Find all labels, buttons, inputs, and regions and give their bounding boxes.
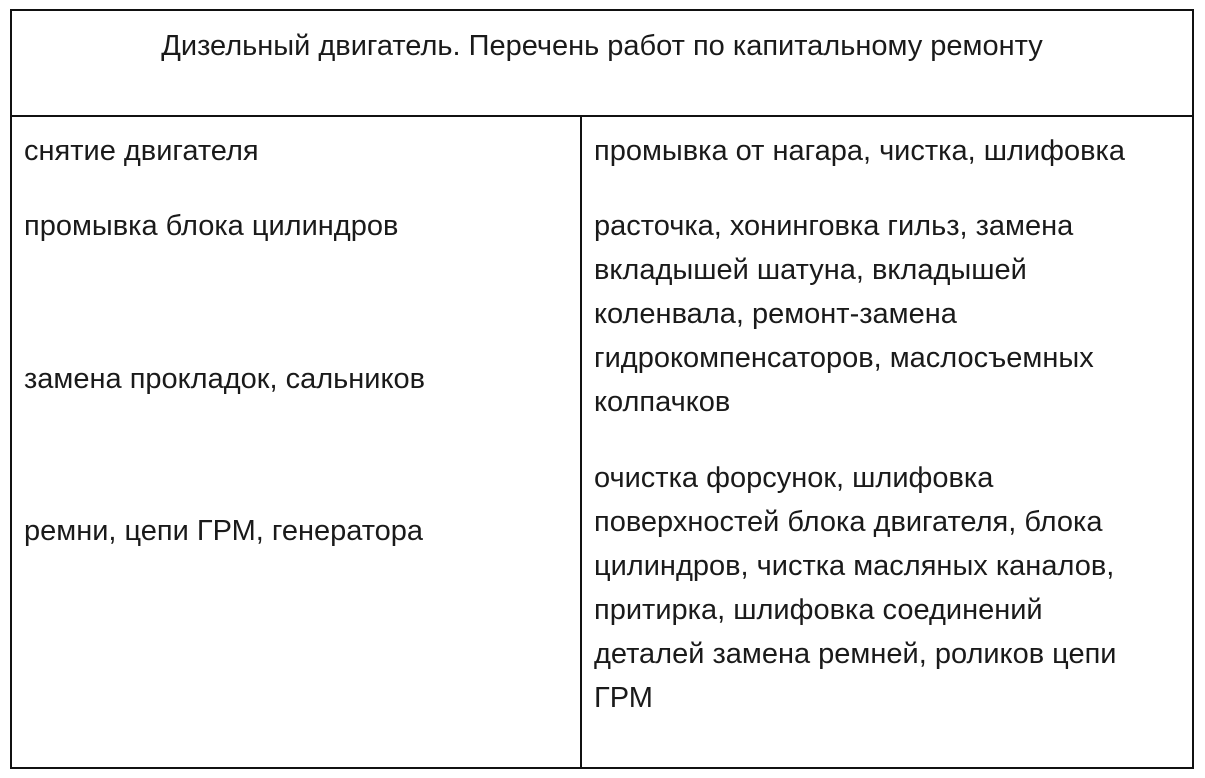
right-item-line: ГРМ	[594, 682, 653, 714]
left-item: замена прокладок, сальников	[24, 363, 425, 395]
right-item-line: поверхностей блока двигателя, блока	[594, 506, 1103, 538]
right-item-line: деталей замена ремней, роликов цепи	[594, 638, 1117, 670]
right-item-line: коленвала, ремонт-замена	[594, 298, 957, 330]
right-item	[594, 129, 1186, 173]
right-item-line: колпачков	[594, 386, 731, 418]
right-item-line: промывка от нагара, чистка, шлифовка	[594, 135, 1125, 167]
right-item-line: расточка, хонинговка гильз, замена	[594, 210, 1074, 242]
table-title: Дизельный двигатель. Перечень работ по капитальному ремонту	[12, 11, 1192, 117]
right-item	[594, 456, 1186, 720]
right-item-line: притирка, шлифовка соединений	[594, 594, 1043, 626]
right-item	[594, 204, 1186, 424]
right-item-line: цилиндров, чистка масляных каналов,	[594, 550, 1115, 582]
left-item: снятие двигателя	[24, 135, 259, 167]
column-divider	[580, 117, 582, 767]
left-item: промывка блока цилиндров	[24, 210, 399, 242]
right-item-line: очистка форсунок, шлифовка	[594, 462, 994, 494]
right-item-line: гидрокомпенсаторов, маслосъемных	[594, 342, 1094, 374]
repair-table	[10, 9, 1194, 769]
right-item-line: вкладышей шатуна, вкладышей	[594, 254, 1027, 286]
left-item: ремни, цепи ГРМ, генератора	[24, 515, 424, 547]
